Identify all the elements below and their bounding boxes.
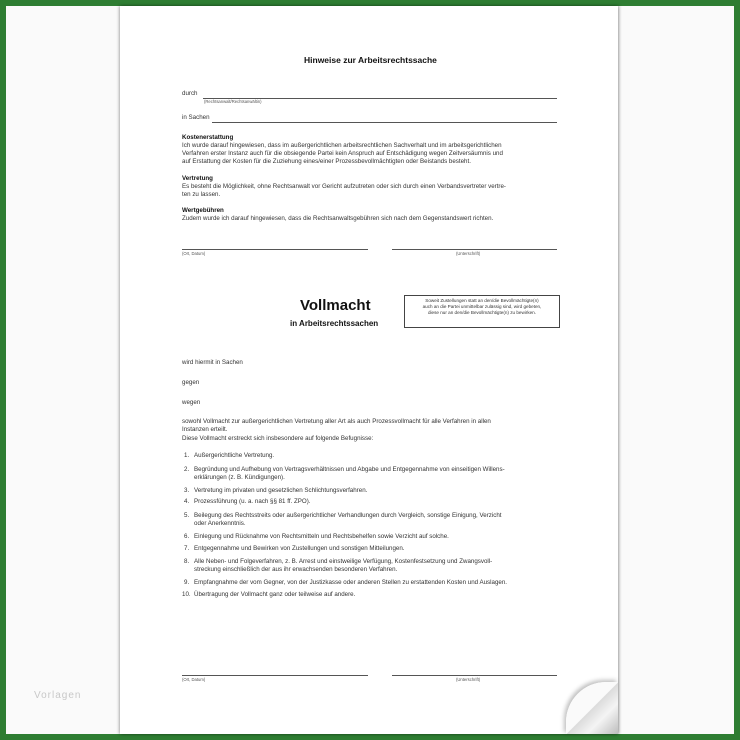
section-text-line: ten zu lassen. xyxy=(182,191,221,198)
list-item: Entgegennahme und Bewirken von Zustellungen und sonstigen Mitteilungen. xyxy=(194,545,405,552)
list-item: erklärungen (z. B. Kündigungen). xyxy=(194,474,285,481)
signature-line-right xyxy=(392,675,557,676)
durch-sublabel: (Rechtsanwalt/Rechtsanwältin) xyxy=(204,99,262,104)
sig-right-label: (Unterschrift) xyxy=(456,677,481,682)
page-curl xyxy=(566,682,618,734)
section-text-line: Zudem wurde ich darauf hingewiesen, dass die Rechtsanwaltsgebühren sich nach dem Gegenstandswert richten. xyxy=(182,215,494,222)
signature-line-left xyxy=(182,675,368,676)
list-item: Begründung und Aufhebung von Vertragsverhältnissen und Abgabe und Entgegennahme von einseitigen Willens- xyxy=(194,466,505,473)
signature-line-right xyxy=(392,249,557,250)
sig-left-label: (Ort, Datum) xyxy=(182,251,206,256)
delivery-notice-box xyxy=(404,295,560,328)
list-number: 3. xyxy=(184,487,190,494)
list-item: Alle Neben- und Folgeverfahren, z. B. Arrest und einstweilige Verfügung, Kostenfestsetzung und Zwangsvoll- xyxy=(194,558,493,565)
section-heading: Kostenerstattung xyxy=(182,134,234,141)
in-sachen-label: in Sachen xyxy=(182,114,210,121)
list-number: 8. xyxy=(184,558,190,565)
field-wegen-label: wegen xyxy=(182,399,201,406)
list-item: streckung einschließlich der aus ihr erwachsenden besonderen Verfahren. xyxy=(194,566,398,573)
hinweise-title: Hinweise zur Arbeitsrechtssache xyxy=(304,55,437,65)
list-number: 1. xyxy=(184,452,190,459)
list-number: 2. xyxy=(184,466,190,473)
section-text-line: auf Erstattung der Kosten für die Zuziehung eines/einer Prozessbevollmächtigten oder Beistands besteht. xyxy=(182,158,471,165)
section-text-line: Es besteht die Möglichkeit, ohne Rechtsanwalt vor Gericht aufzutreten oder sich durch einen Verbandsvertreter vertre- xyxy=(182,183,506,190)
list-number: 7. xyxy=(184,545,190,552)
durch-label: durch xyxy=(182,90,198,97)
list-item: Einlegung und Rücknahme von Rechtsmitteln und Rechtsbehelfen sowie Verzicht auf solche. xyxy=(194,533,449,540)
watermark-text: Vorlagen xyxy=(34,690,82,701)
sig-left-label: (Ort, Datum) xyxy=(182,677,206,682)
section-heading: Wertgebühren xyxy=(182,207,224,214)
list-number: 9. xyxy=(184,579,190,586)
list-item: Empfangnahme der vom Gegner, von der Justizkasse oder anderen Stellen zu erstattenden Kosten und Auslagen. xyxy=(194,579,508,586)
vollmacht-title: Vollmacht xyxy=(300,297,371,314)
list-item: Beilegung des Rechtsstreits oder außergerichtlicher Verhandlungen durch Vergleich, sonstige Einigung, Verzicht xyxy=(194,512,502,519)
sig-right-label: (Unterschrift) xyxy=(456,251,481,256)
list-item: oder Anerkenntnis. xyxy=(194,520,246,527)
intro-line: Instanzen erteilt. xyxy=(182,426,228,433)
list-item: Übertragung der Vollmacht ganz oder teilweise auf andere. xyxy=(194,591,356,598)
notice-line: diese nur an den/die Bevollmächtigte(n) zu bewirken. xyxy=(427,310,536,316)
vollmacht-subtitle: in Arbeitsrechtssachen xyxy=(290,319,379,328)
document-page xyxy=(120,6,618,734)
list-number: 5. xyxy=(184,512,190,519)
list-item: Prozessführung (u. a. nach §§ 81 ff. ZPO). xyxy=(194,498,311,505)
list-number: 4. xyxy=(184,498,190,505)
intro-line: Diese Vollmacht erstreckt sich insbesondere auf folgende Befugnisse: xyxy=(182,435,374,442)
list-item: Vertretung im privaten und gesetzlichen Schlichtungsverfahren. xyxy=(194,487,368,494)
section-text-line: Verfahren erster Instanz auch für die obsiegende Partei kein Anspruch auf Entschädigung wegen Zeitversäumnis und xyxy=(182,150,503,157)
in-sachen-line xyxy=(212,122,557,123)
list-number: 6. xyxy=(184,533,190,540)
notice-line: auch an die Partei unmittelbar zulässig sind, wird gebeten, xyxy=(422,304,542,310)
list-number: 10. xyxy=(182,591,191,598)
list-item: Außergerichtliche Vertretung. xyxy=(194,452,275,459)
section-text-line: Ich wurde darauf hingewiesen, dass im außergerichtlichen arbeitsrechtlichen Sachverhalt und im arbeitsgerichtlichen xyxy=(182,142,502,149)
field-gegen-label: gegen xyxy=(182,379,200,386)
section-heading: Vertretung xyxy=(182,175,213,182)
notice-line: Soweit Zustellungen statt an den/die Bevollmächtigte(n) xyxy=(425,298,539,303)
field-sachen-label: wird hiermit in Sachen xyxy=(182,359,243,366)
intro-line: sowohl Vollmacht zur außergerichtlichen Vertretung aller Art als auch Prozessvollmacht für alle Verfahren in allen xyxy=(182,418,491,425)
signature-line-left xyxy=(182,249,368,250)
